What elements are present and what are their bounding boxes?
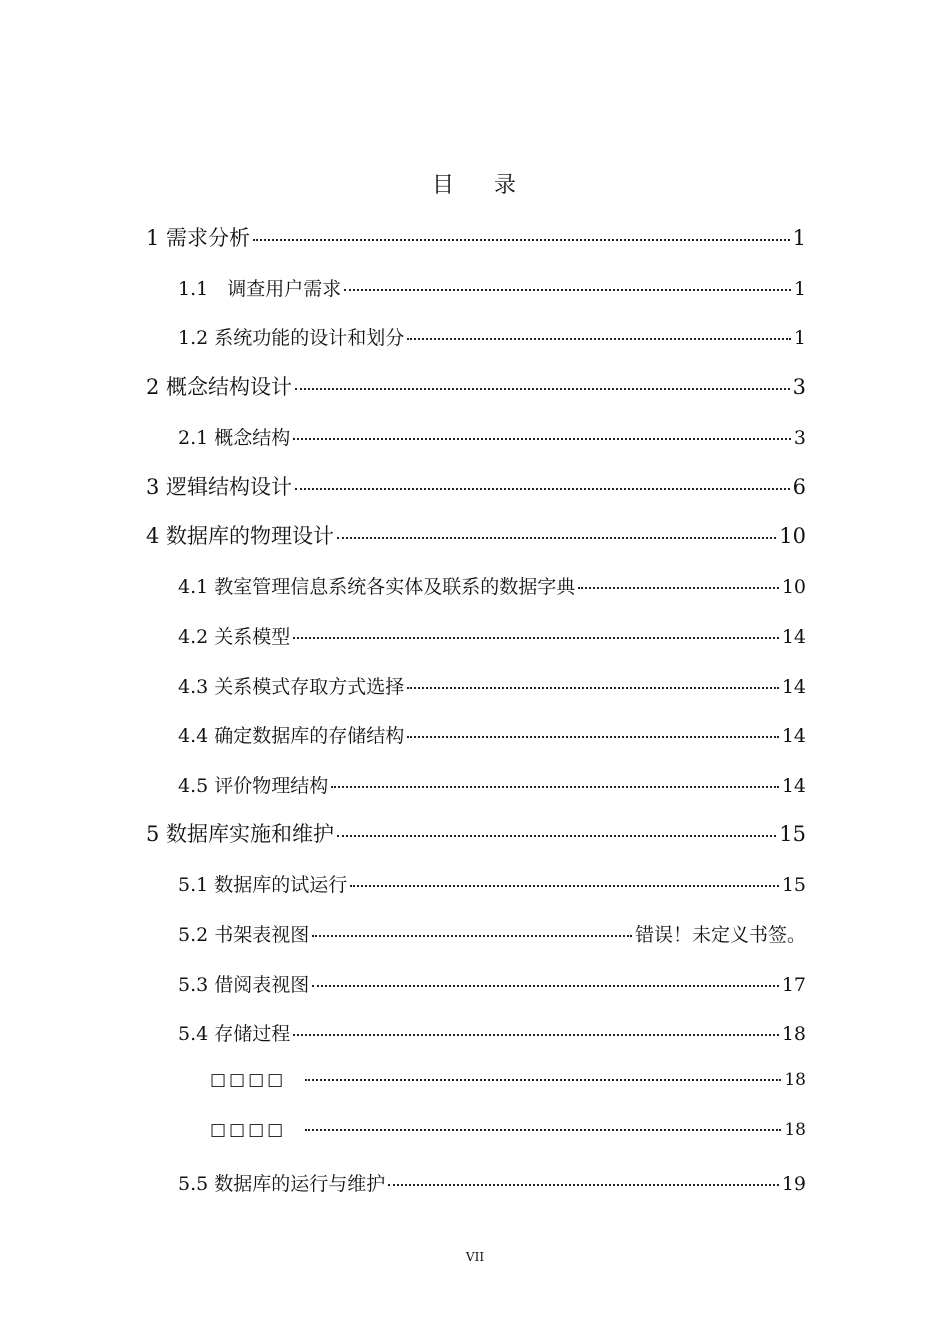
- toc-entry-page: 3: [792, 375, 806, 399]
- toc-entry-page: 1: [793, 327, 806, 349]
- toc-entry[interactable]: [178, 622, 806, 649]
- toc-entry-label: 4.5 评价物理结构: [178, 775, 329, 797]
- dot-leader: [293, 636, 779, 639]
- dot-leader: [293, 1033, 779, 1036]
- dot-leader: [350, 884, 779, 887]
- toc-entry-label: 3 逻辑结构设计: [146, 475, 293, 499]
- toc-entry-page: 10: [781, 576, 806, 598]
- toc-entry-label: 1.2 系统功能的设计和划分: [178, 327, 405, 349]
- dot-leader: [344, 288, 791, 291]
- toc-title-char-1: 目: [431, 173, 456, 198]
- toc-entry-label: 4 数据库的物理设计: [146, 524, 335, 548]
- toc-entry[interactable]: [146, 471, 806, 501]
- toc-entry-page: 错误！未定义书签。: [634, 924, 806, 946]
- toc-entry[interactable]: [178, 323, 806, 350]
- toc-entry[interactable]: [210, 1120, 806, 1140]
- toc-entry[interactable]: [178, 274, 806, 301]
- toc-entry-label: 4.2 关系模型: [178, 626, 291, 648]
- toc-entry[interactable]: [178, 423, 806, 450]
- dot-leader: [305, 1078, 781, 1081]
- toc-entry-page: 19: [781, 1173, 806, 1195]
- toc-entry-page: 15: [779, 822, 806, 846]
- toc-entry[interactable]: [178, 1169, 806, 1196]
- toc-entry-page: 10: [779, 524, 806, 548]
- toc-entry-label: 5.4 存储过程: [178, 1023, 291, 1045]
- toc-entry[interactable]: [178, 721, 806, 748]
- toc-entry-label: 4.3 关系模式存取方式选择: [178, 676, 405, 698]
- toc-entry[interactable]: [178, 771, 806, 798]
- dot-leader: [578, 586, 779, 589]
- toc-entry-page: 18: [784, 1070, 806, 1090]
- toc-entry[interactable]: [178, 1019, 806, 1046]
- toc-entry-label: 4.1 教室管理信息系统各实体及联系的数据字典: [178, 576, 576, 598]
- toc-entry[interactable]: [146, 371, 806, 401]
- dot-leader: [407, 735, 779, 738]
- dot-leader: [407, 337, 791, 340]
- toc-entry-label: 5.5 数据库的运行与维护: [178, 1173, 386, 1195]
- toc-entry[interactable]: [178, 970, 806, 997]
- toc-entry-label: 2.1 概念结构: [178, 427, 291, 449]
- toc-entry-label: 2 概念结构设计: [146, 375, 293, 399]
- toc-entry-page: 18: [781, 1023, 806, 1045]
- dot-leader: [253, 238, 790, 241]
- toc-entry[interactable]: [178, 870, 806, 897]
- dot-leader: [305, 1128, 781, 1131]
- toc-entry-label: □□□□: [210, 1070, 287, 1090]
- toc-entry-label: 4.4 确定数据库的存储结构: [178, 725, 405, 747]
- toc-entry-label: □□□□: [210, 1120, 287, 1140]
- toc-entry-label: 5.1 数据库的试运行: [178, 874, 348, 896]
- toc-entry[interactable]: [146, 520, 806, 550]
- toc-entry-label: 1.1 调查用户需求: [178, 278, 342, 300]
- dot-leader: [331, 785, 779, 788]
- toc-entry-label: 1 需求分析: [146, 226, 251, 250]
- toc-title-char-2: 录: [494, 173, 519, 198]
- page-footer: [0, 1250, 950, 1264]
- page-number: VII: [465, 1250, 485, 1264]
- toc-entry-label: 5.3 借阅表视图: [178, 974, 310, 996]
- toc-entry-page: 14: [781, 775, 806, 797]
- toc-entry[interactable]: [210, 1070, 806, 1090]
- toc-entry-page: 14: [781, 725, 806, 747]
- toc-entry[interactable]: [178, 920, 806, 947]
- dot-leader: [337, 536, 776, 539]
- dot-leader: [295, 487, 790, 490]
- toc-entry-label: 5.2 书架表视图: [178, 924, 310, 946]
- toc-entry-page: 3: [793, 427, 806, 449]
- dot-leader: [407, 686, 779, 689]
- toc-entry[interactable]: [178, 672, 806, 699]
- toc-entry-page: 1: [792, 226, 806, 250]
- dot-leader: [293, 437, 791, 440]
- dot-leader: [388, 1183, 779, 1186]
- dot-leader: [312, 984, 779, 987]
- dot-leader: [312, 934, 632, 937]
- toc-entry[interactable]: [178, 572, 806, 599]
- toc-title: [0, 168, 950, 199]
- toc-entry[interactable]: [146, 222, 806, 252]
- dot-leader: [295, 387, 790, 390]
- dot-leader: [337, 834, 776, 837]
- toc-entry-label: 5 数据库实施和维护: [146, 822, 335, 846]
- toc-entry-page: 6: [792, 475, 806, 499]
- toc-entry-page: 17: [781, 974, 806, 996]
- toc-entry-page: 14: [781, 626, 806, 648]
- toc-entry-page: 15: [781, 874, 806, 896]
- toc-entry-page: 1: [793, 278, 806, 300]
- toc-entry-page: 14: [781, 676, 806, 698]
- toc-entry[interactable]: [146, 818, 806, 848]
- toc-entry-page: 18: [784, 1120, 806, 1140]
